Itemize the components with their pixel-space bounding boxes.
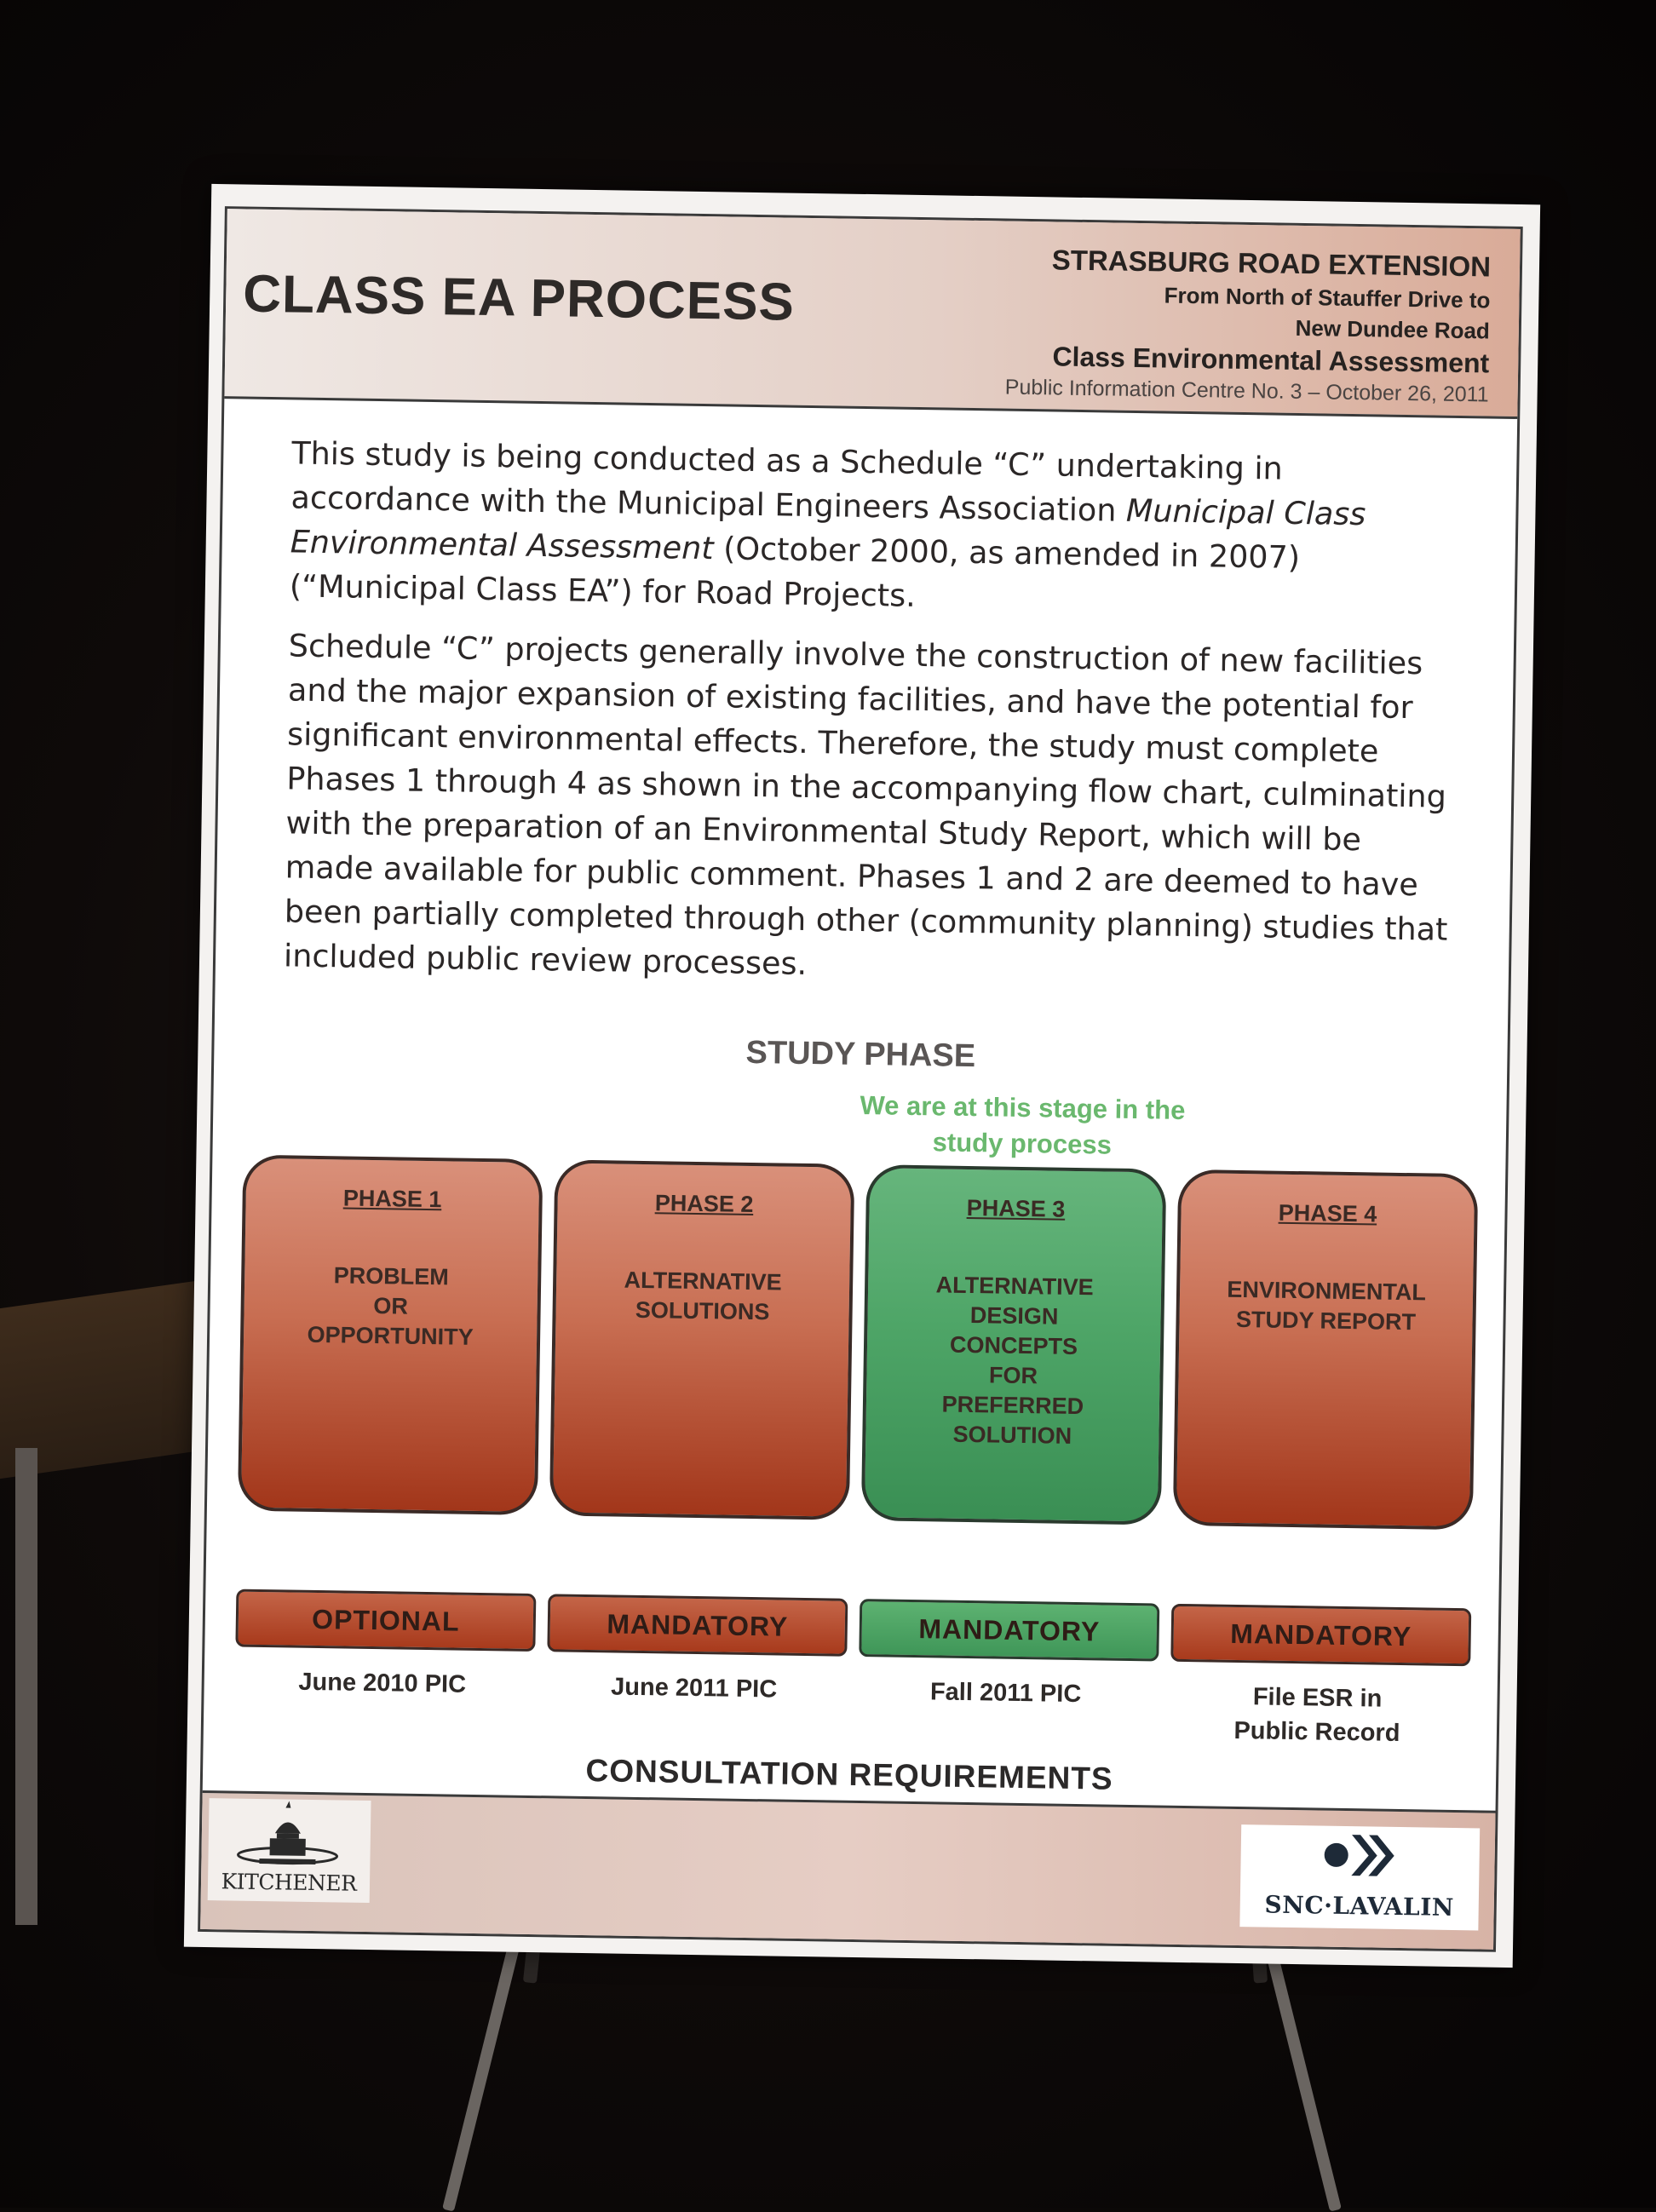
poster-board <box>184 184 1540 1968</box>
pic-label: Fall 2011 PIC <box>929 1678 1082 1709</box>
phase-description: ENVIRONMENTAL STUDY REPORT <box>1227 1276 1427 1336</box>
phase-box <box>238 1155 543 1515</box>
poster-header <box>224 209 1520 419</box>
meeting-info: Public Information Centre No. 3 – October 26, 2011 <box>1004 375 1489 407</box>
project-info <box>1005 242 1492 410</box>
kitchener-logo <box>208 1798 371 1903</box>
consultation-requirement: MANDATORY <box>1170 1604 1471 1667</box>
paragraph-2: Schedule “C” projects generally involve the construction of new facilities and the major expansion of existing facilities, and have the potential for significant environmental effects. Therefore, the study must complete Phases 1 through 4 as shown in the accompanying flow chart, culminating with the preparation of an Environmental Study Report, which will be made available for public comment. Phases 1 and 2 are deemed to have been partially completed through other (community planning) studies that included public review processes. <box>283 627 1448 982</box>
easel-leg-right <box>1260 1928 1342 2211</box>
phase-box <box>549 1159 855 1520</box>
phase-box <box>1173 1169 1479 1530</box>
pic-label: File ESR in Public Record <box>1233 1683 1400 1748</box>
poster-frame <box>198 206 1523 1952</box>
kitchener-logo-text: KITCHENER <box>221 1869 357 1896</box>
consultation-requirement: MANDATORY <box>859 1599 1159 1662</box>
assessment-type: Class Environmental Assessment <box>1052 341 1490 379</box>
consultation-label: CONSULTATION REQUIREMENTS <box>585 1753 1113 1796</box>
pic-label: June 2011 PIC <box>610 1673 778 1704</box>
consultation-requirement: MANDATORY <box>547 1594 848 1657</box>
phase-description: ALTERNATIVE SOLUTIONS <box>624 1267 782 1325</box>
phase-title: PHASE 1 <box>342 1185 442 1213</box>
phase-title: PHASE 4 <box>1278 1199 1377 1227</box>
phase-description: PROBLEM OR OPPORTUNITY <box>307 1262 474 1350</box>
phase-title: PHASE 3 <box>966 1194 1066 1222</box>
paragraph-1-part-a: This study is being conducted as a Schedule “C” undertaking in accordance with the Municipal Engineers Association <box>290 434 1284 529</box>
project-from: From North of Stauffer Drive to <box>1164 282 1491 313</box>
paragraph-1-part-b: (October 2000, as amended in 2007) (“Municipal Class EA”) for Road Projects. <box>289 530 1301 614</box>
city-hall-icon <box>208 1798 371 1877</box>
pic-label: June 2010 PIC <box>298 1668 467 1698</box>
poster-footer <box>200 1790 1495 1950</box>
snc-lavalin-logo-text: SNC·LAVALIN <box>1264 1890 1455 1922</box>
stage-note: We are at this stage in the study process <box>860 1089 1186 1160</box>
project-name: STRASBURG ROAD EXTENSION <box>1051 244 1492 283</box>
snc-lavalin-logo <box>1239 1824 1480 1930</box>
body-text <box>283 431 1458 1011</box>
easel-leg-left <box>442 1928 524 2211</box>
phase-title: PHASE 2 <box>654 1190 754 1218</box>
consultation-requirement: OPTIONAL <box>235 1589 536 1652</box>
snc-chevron-icon <box>1240 1824 1480 1887</box>
page-title: CLASS EA PROCESS <box>242 264 796 332</box>
phase-description: ALTERNATIVE DESIGN CONCEPTS FOR PREFERRED SOLUTION <box>935 1272 1094 1449</box>
paragraph-1 <box>290 431 1459 626</box>
project-to: New Dundee Road <box>1295 314 1491 344</box>
phase-box <box>861 1164 1167 1525</box>
study-phase-label: STUDY PHASE <box>745 1034 976 1075</box>
paragraph-1-italic: Municipal Class Environmental Assessment <box>290 491 1366 567</box>
table-leg <box>15 1448 37 1925</box>
